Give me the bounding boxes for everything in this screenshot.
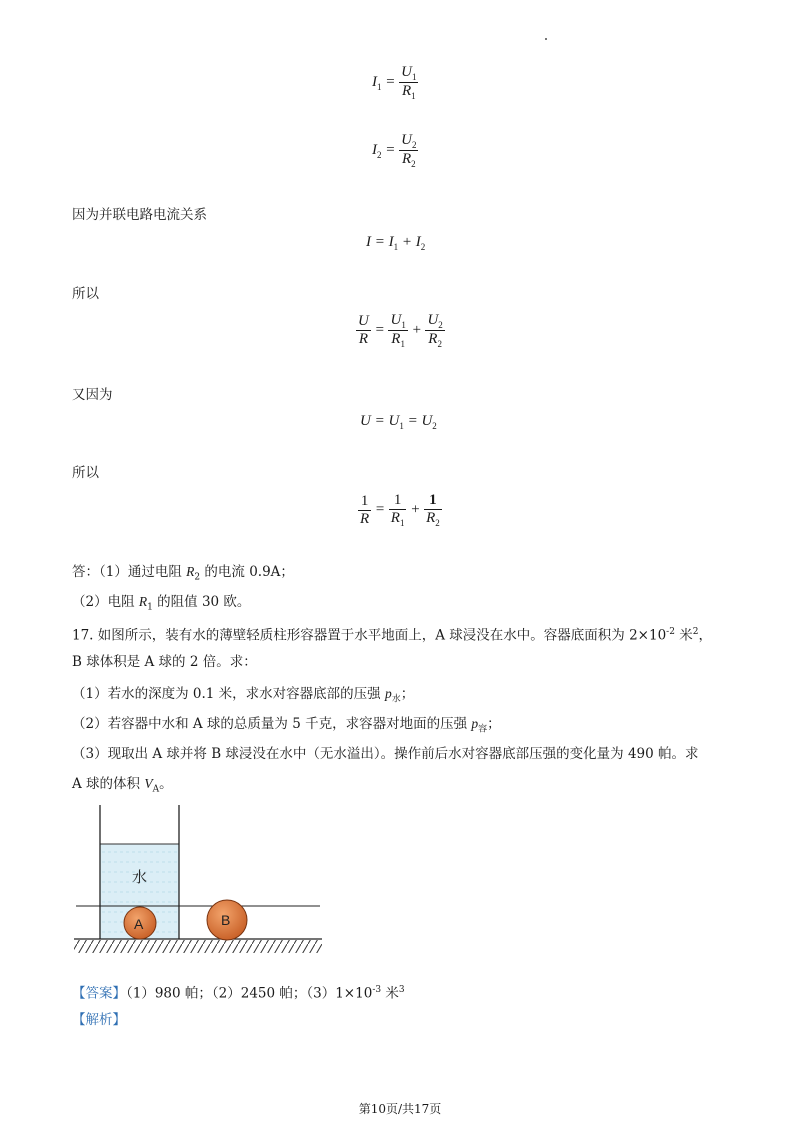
container-figure	[70, 800, 330, 960]
ball-b-label: B	[221, 912, 231, 928]
answer-line-2: （2）电阻 $R_1$ 的阻值 30 欧。	[72, 594, 251, 613]
header-dot	[545, 38, 547, 40]
page-number: 第10页/共17页	[358, 1102, 442, 1116]
question-17-part-3-line-2: A 球的体积 $V_A$。	[72, 776, 173, 795]
text-parallel-current: 因为并联电路电流关系	[72, 207, 207, 223]
answer-line: 【答案】（1）980 帕；（2）2450 帕；$(3)1\times 10^{-3}$ 米$^3$	[72, 985, 405, 1002]
question-17-part-1: （1）若水的深度为 0.1 米，求水对容器底部的压强 $p_水$；	[72, 686, 415, 705]
equation-ur-sum: $\frac{U}{R}$ = $\frac{U_1}{R_1}$ + $\frac{U_2}{R_2}$	[358, 312, 443, 349]
equation-voltage-equal: $U = U_1 = U_2$	[360, 413, 437, 431]
equation-current-sum: $I = I_1 + I_2$	[366, 234, 426, 252]
equation-i2: $I_2$ = $\frac{U_2}{R_2}$	[372, 132, 417, 169]
text-therefore-2: 所以	[72, 465, 99, 481]
question-17-part-2: （2）若容器中水和 A 球的总质量为 5 千克，求容器对地面的压强 $p_容$；	[72, 716, 501, 735]
question-17-line-1: 17. 如图所示，装有水的薄壁轻质柱形容器置于水平地面上，A 球浸没在水中。容器底面积为 $2\times 10^{-2}$ 米$^2$，	[72, 627, 712, 644]
equation-i1: $I_1$ = $\frac{U_1}{R_1}$	[372, 64, 417, 101]
question-17-line-2: B 球体积是 A 球的 2 倍。求：	[72, 654, 257, 670]
water-label: 水	[132, 868, 148, 886]
ball-a-label: A	[134, 916, 144, 932]
text-therefore-1: 所以	[72, 286, 99, 302]
analysis-tag: 【解析】	[72, 1012, 126, 1028]
answer-line-1: 答：（1）通过电阻 $R_2$ 的电流 0.9A；	[72, 564, 294, 583]
ground-hatch	[74, 940, 322, 953]
answer-tag: 【答案】	[72, 985, 126, 1002]
text-also-because: 又因为	[72, 387, 113, 403]
question-17-part-3-line-1: （3）现取出 A 球并将 B 球浸没在水中（无水溢出）。操作前后水对容器底部压强的变化量为 490 帕。求	[72, 746, 699, 762]
equation-reciprocal-sum: $\frac{1}{R}$ = $\frac{1}{R_1}$ + $\frac{1}{R_2}$	[360, 492, 440, 528]
